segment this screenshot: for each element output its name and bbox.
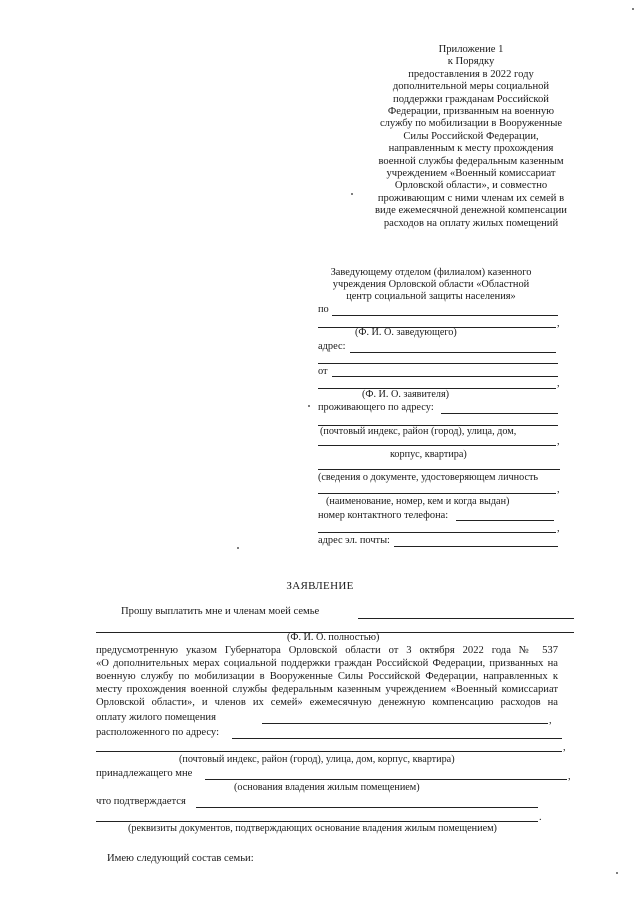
appendix-line: Силы Российской Федерации,: [403, 130, 539, 142]
applicant-fio-caption: (Ф. И. О. заявителя): [362, 389, 450, 400]
period-mark: .: [539, 812, 542, 823]
appendix-line: предоставления в 2022 году: [408, 68, 534, 80]
address-label: адрес:: [318, 341, 346, 352]
appendix-line: Федерации, призванным на военную: [387, 106, 555, 118]
recipient-line: центр социальной защиты населения»: [346, 291, 516, 303]
appendix-line: службу по мобилизации в Вооруженные: [379, 118, 563, 130]
para-line: предусмотренную указом Губернатора Орловской области от 3 октября 2022 года № 537: [96, 645, 558, 656]
scan-speck: [237, 547, 239, 549]
family-composition-label: Имею следующий состав семьи:: [107, 853, 254, 864]
confirmed-label: что подтверждается: [96, 796, 186, 807]
para-line: Орловской области», и членов их семей» ежемесячную денежную компенсацию расходов на: [96, 697, 558, 708]
from-label: от: [318, 366, 328, 377]
po-label: по: [318, 304, 329, 315]
postal-full-caption: (почтовый индекс, район (город), улица, дом, корпус, квартира): [179, 754, 455, 765]
documents-caption: (реквизиты документов, подтверждающих основание владения жилым помещением): [128, 823, 497, 834]
comma-mark: ,: [549, 715, 552, 726]
recipient-line: учреждения Орловской области «Областной: [332, 279, 530, 291]
statement-title: ЗАЯВЛЕНИЕ: [286, 580, 354, 592]
head-address-line-2[interactable]: [318, 363, 558, 364]
residing-label: проживающего по адресу:: [318, 402, 434, 413]
confirmation-line-2[interactable]: [96, 821, 538, 822]
comma-mark: ,: [557, 523, 560, 534]
appendix-line: поддержки гражданам Российской: [393, 93, 549, 105]
comma-mark: ,: [568, 771, 571, 782]
residence-line-3[interactable]: [318, 445, 556, 446]
comma-mark: ,: [557, 484, 560, 495]
email-label: адрес эл. почты:: [318, 535, 390, 546]
owned-label: принадлежащего мне: [96, 768, 193, 779]
ownership-line[interactable]: [205, 779, 567, 780]
applicant-name-line-1[interactable]: [332, 376, 558, 377]
appendix-line: дополнительной меры социальной: [392, 81, 550, 93]
family-fio-line-1[interactable]: [358, 618, 574, 619]
scan-speck: [632, 8, 634, 10]
ownership-caption: (основания владения жилым помещением): [234, 782, 420, 793]
appendix-line: виде ежемесячной денежной компенсации: [375, 205, 567, 217]
comma-mark: ,: [557, 436, 560, 447]
confirmation-line-1[interactable]: [196, 807, 538, 808]
id-document-line[interactable]: [318, 493, 556, 494]
email-line[interactable]: [394, 546, 558, 547]
phone-line-1[interactable]: [456, 520, 554, 521]
located-line-1[interactable]: [232, 738, 562, 739]
comma-mark: ,: [563, 742, 566, 753]
appendix-header: [356, 44, 586, 230]
located-line-2[interactable]: [96, 751, 562, 752]
comma-mark: ,: [557, 318, 560, 329]
appendix-line: к Порядку: [447, 56, 495, 68]
fio-full-caption: (Ф. И. О. полностью): [287, 632, 380, 643]
scan-speck: [616, 872, 618, 874]
para-line: военную службу по мобилизации в Вооруженные Силы Российской Федерации, направленных к: [96, 671, 558, 682]
para-line: месту прохождения военной службы федеральным казенным учреждением «Военный комиссариат: [96, 684, 558, 695]
appendix-line: Орловской области», и совместно: [394, 180, 548, 192]
head-fio-caption: (Ф. И. О. заведующего): [355, 327, 457, 338]
phone-label: номер контактного телефона:: [318, 510, 449, 521]
head-name-line-1[interactable]: [332, 315, 558, 316]
postal-caption: (почтовый индекс, район (город), улица, дом,: [320, 426, 517, 437]
comma-mark: ,: [557, 378, 560, 389]
housing-label: оплату жилого помещения: [96, 712, 216, 723]
housing-line[interactable]: [262, 723, 548, 724]
scan-speck: [308, 405, 310, 407]
recipient-line: Заведующему отделом (филиалом) казенного: [330, 267, 532, 278]
id-document-caption: (сведения о документе, удостоверяющем личность: [318, 472, 539, 483]
id-document-detail-caption: (наименование, номер, кем и когда выдан): [326, 496, 510, 507]
para-line: «О дополнительных мерах социальной поддержки граждан Российской Федерации, призванных на: [96, 658, 558, 669]
phone-line-2[interactable]: [318, 532, 556, 533]
appendix-line: проживающим с ними членам их семей в: [377, 192, 565, 204]
located-label: расположенного по адресу:: [96, 727, 220, 738]
residence-line-1[interactable]: [441, 413, 558, 414]
building-caption: корпус, квартира): [390, 449, 467, 460]
appendix-line: направленным к месту прохождения: [388, 143, 554, 155]
request-text: Прошу выплатить мне и членам моей семье: [121, 606, 320, 617]
appendix-line: Приложение 1: [438, 44, 504, 55]
head-address-line-1[interactable]: [350, 352, 556, 353]
scan-speck: [351, 193, 353, 195]
appendix-line: военной службы федеральным казенным: [378, 155, 564, 167]
appendix-line: учреждением «Военный комиссариат: [386, 168, 556, 180]
recipient-block: [318, 267, 544, 304]
appendix-line: расходов на оплату жилых помещений: [383, 217, 559, 229]
residence-line-4[interactable]: [318, 469, 560, 470]
